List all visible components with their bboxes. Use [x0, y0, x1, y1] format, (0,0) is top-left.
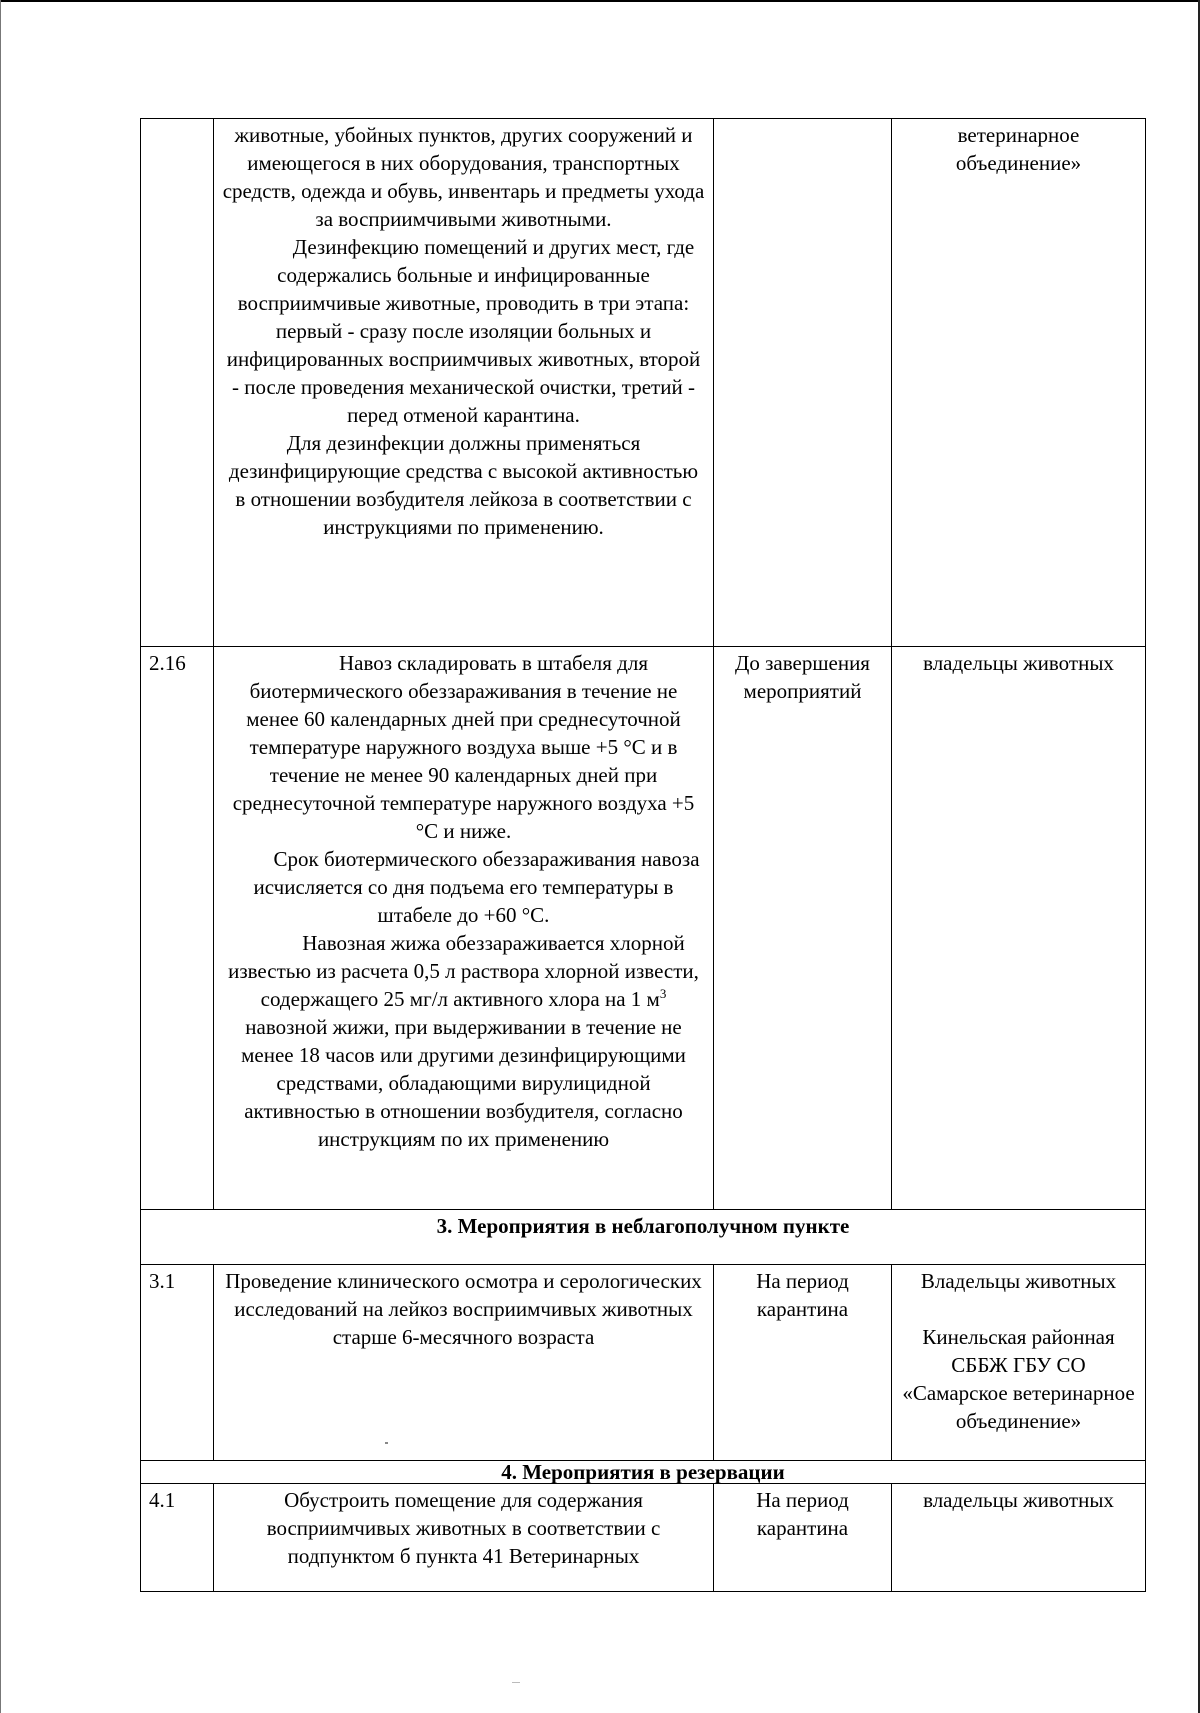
responsible-cell: владельцы животных: [892, 647, 1146, 1210]
measure-paragraph-manure: [222, 929, 705, 1153]
measure-paragraph: Для дезинфекции должны применяться дезинфицирующие средства с высокой активностью в отношении возбудителя лейкоза в соответствии с инструкциями по применению.: [228, 431, 699, 539]
table-row-continuation: [141, 119, 1146, 647]
responsible-cell: ветеринарное объединение»: [892, 119, 1146, 647]
row-number: 2.16: [141, 647, 214, 1210]
section-heading-row: [141, 1461, 1146, 1484]
manure-text-start: Навозная жижа обеззараживается хлорной известью из расчета 0,5 л раствора хлорной извести, содержащего 25 мг/л активного хлора на 1 м: [228, 931, 699, 1011]
row-number: 4.1: [141, 1484, 214, 1592]
measures-table: [140, 118, 1146, 1592]
measure-paragraph: Срок биотермического обеззараживания навоза исчисляется со дня подъема его температуры в штабеле до +60 °С.: [253, 847, 700, 927]
measure-paragraph: Дезинфекцию помещений и других мест, где содержались больные и инфицированные восприимчивые животные, проводить в три этапа: первый - сразу после изоляции больных и инфицированных восприимчивых животных, второй - после проведения механической очистки, третий - перед отменой карантина.: [226, 235, 701, 427]
scan-speck: [385, 1442, 388, 1444]
manure-text-end: навозной жижи, при выдерживании в течение не менее 18 часов или другими дезинфицирующими средствами, обладающими вирулицидной активностью в отношении возбудителя, согласно инструкциям по их применению: [241, 1015, 686, 1151]
responsible-vet-station: Кинельская районная СББЖ ГБУ СО «Самарское ветеринарное объединение»: [902, 1325, 1135, 1433]
term-cell: До завершения мероприятий: [714, 647, 892, 1210]
table-row-2-16: [141, 647, 1146, 1210]
cubic-superscript: 3: [659, 986, 667, 1001]
table-row-4-1: [141, 1484, 1146, 1592]
responsible-cell: владельцы животных: [892, 1484, 1146, 1592]
scan-top-edge: [0, 0, 1200, 2]
term-cell: На период карантина: [714, 1484, 892, 1592]
responsible-owners: Владельцы животных: [920, 1269, 1117, 1293]
section-heading: 3. Мероприятия в неблагополучном пункте: [141, 1210, 1146, 1265]
measure-text: [214, 647, 714, 1210]
measure-text: [214, 119, 714, 647]
section-heading-row: [141, 1210, 1146, 1265]
row-number: 3.1: [141, 1265, 214, 1461]
measure-paragraph: животные, убойных пунктов, других сооружений и имеющегося в них оборудования, транспортных средств, одежда и обувь, инвентарь и предметы ухода за восприимчивыми животными.: [222, 123, 705, 231]
scan-left-edge: [0, 0, 1, 1713]
term-cell: [714, 119, 892, 647]
measure-paragraph: Навоз складировать в штабеля для биотермического обеззараживания в течение не менее 60 календарных дней при среднесуточной температуре наружного воздуха выше +5 °С и в течение не менее 90 календарных дней при среднесуточной температуре наружного воздуха +5 °С и ниже.: [232, 651, 695, 843]
responsible-cell: [892, 1265, 1146, 1461]
term-cell: На период карантина: [714, 1265, 892, 1461]
measure-text: Обустроить помещение для содержания восприимчивых животных в соответствии с подпунктом б пункта 41 Ветеринарных: [214, 1484, 714, 1592]
measure-text: Проведение клинического осмотра и серологических исследований на лейкоз восприимчивых животных старше 6-месячного возраста: [214, 1265, 714, 1461]
scan-speck: [512, 1682, 520, 1683]
table-row-3-1: [141, 1265, 1146, 1461]
section-heading: 4. Мероприятия в резервации: [141, 1461, 1146, 1484]
row-number: [141, 119, 214, 647]
